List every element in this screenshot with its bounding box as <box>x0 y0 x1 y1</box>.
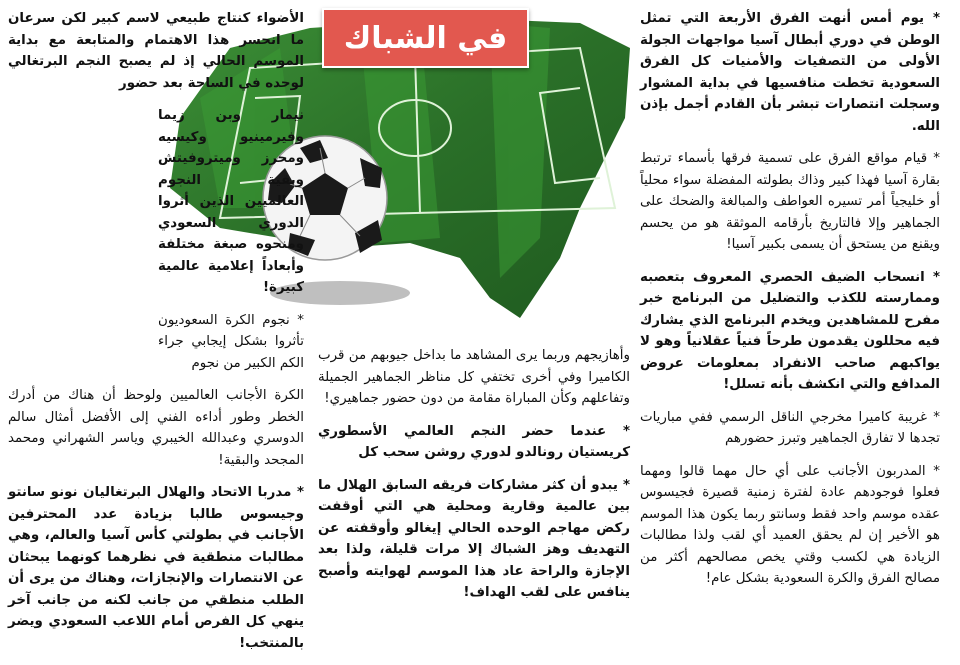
middle-column-paragraph: وأهازيجهم وربما يرى المشاهد ما بداخل جيوبهم من قرب الكاميرا وفي أخرى تختفي كل مناظر الجماهير الجميلة وتفاعلهم وكأن المباراة مقامة من دون حضور جماهيري! <box>318 348 630 406</box>
middle-column-paragraph: * يبدو أن كثر مشاركات فريقه السابق الهلال ما بين عالمية وقارية ومحلية هي التي أوقفت ركض مهاجم الوحده الحالي إيغالو وأوقفته عن التهديف وهز الشباك إلا مرات قليلة، ولذا بعد الإجازة والراحة عاد هذا الموسم لهوايته وأصبح ينافس على لقب الهداف! <box>318 477 630 600</box>
right-column-paragraph: * قيام مواقع الفرق على تسمية فرقها بأسماء ترتبط بقارة آسيا فهذا كبير وذاك بطولته المفضلة سواء محلياً أو خليجياً أمر تسيره العواطف والمبالغة والضحك على الجماهير وإلا فالتاريخ بأرقامه الموثقة هو من يحسم ويقنع من يستحق أن يسمى بكبير آسيا! <box>640 151 940 252</box>
right-column-paragraph: * يوم أمس أنهت الفرق الأربعة التي تمثل الوطن في دوري أبطال آسيا مواجهات الجولة الأولى من التصفيات والأمنيات كل الفرق السعودية تخطت منافسيها في بداية المشوار وسجلت انتصارات تبشر بأن القادم أجمل بإذن الله. <box>640 11 940 134</box>
right-column-paragraph: * المدربون الأجانب على أي حال مهما قالوا ومهما فعلوا فوجودهم عادة لفترة زمنية قصيرة فجيسوس عقده موسم واحد فقط وسانتو ربما يكون هذا الموسم هو الأخير إن لم يحقق العميد أي لقب ولذا مطالبات الزيادة هي لكسب وقتي يخص مصالحهم أكثر من مصالح الفرق والكرة السعودية بشكل عام! <box>640 463 940 586</box>
section-title: في الشباك <box>322 8 529 68</box>
right-column <box>640 8 940 601</box>
left-column <box>8 8 304 665</box>
right-column-paragraph: * انسحاب الضيف الحصري المعروف بتعصبه وممارسته للكذب والتضليل من البرنامج خبر مفرح للمشاهدين ويخدم البرنامج الذي يشارك فيه محللون يقدمون طرحاً فنياً عقلانياً وهو لا يواكبهم صاحب الانفراد بمعلومات عروض المدافع والتي انكشف بأنه تسلل! <box>640 269 940 392</box>
right-column-paragraph: * غريبة كاميرا مخرجي الناقل الرسمي ففي مباريات تجدها لا تفارق الجماهير وتبرز حضورهم <box>640 409 940 446</box>
left-column-paragraph: الكرة الأجانب العالميين ولوحظ أن هناك من أدرك الخطر وطور أداءه الفني إلى الأفضل أمثال سالم الدوسري وعبدالله الخيبري وياسر الشهراني ومحمد المجحد والبقية! <box>8 388 304 468</box>
middle-column <box>318 345 630 615</box>
left-column-paragraph: * مدربا الاتحاد والهلال البرتغاليان نونو سانتو وجيسوس طالبا بزيادة عدد المحترفين الأجانب في بطولتي كأس آسيا والعالم، وهي مطالبات منطقية في نظرهما كونهما يبحثان عن الانتصارات والإنجازات، وهناك من يرى أن الطلب منطقي من جانب لكنه من جانب آخر ينهي كل الفرص أمام اللاعب السعودي ويضر بالمنتخب! <box>8 485 304 651</box>
left-column-paragraph: * نجوم الكرة السعوديون تأثروا بشكل إيجابي جراء الكم الكبير من نجوم <box>158 312 304 371</box>
middle-column-paragraph: * عندما حضر النجم العالمي الأسطوري كريستيان رونالدو لدوري روشن سحب كل <box>318 423 630 460</box>
left-column-paragraph: الأضواء كنتاج طبيعي لاسم كبير لكن سرعان ما انحسر هذا الاهتمام والمتابعة مع بداية الموسم الحالي إذ لم يصبح النجم البرتغالي لوحده في الساحة بعد حضور <box>8 11 304 91</box>
left-column-paragraph: نيمار وبن زيما وفيرمينيو وكيسيه ومحرز وميتروفيتش وبقية النجوم العالميين الذين أثروا الدوري السعودي ومنحوه صبغة مختلفة وأبعاداً إعلامية عالمية كبيرة! <box>158 108 304 295</box>
